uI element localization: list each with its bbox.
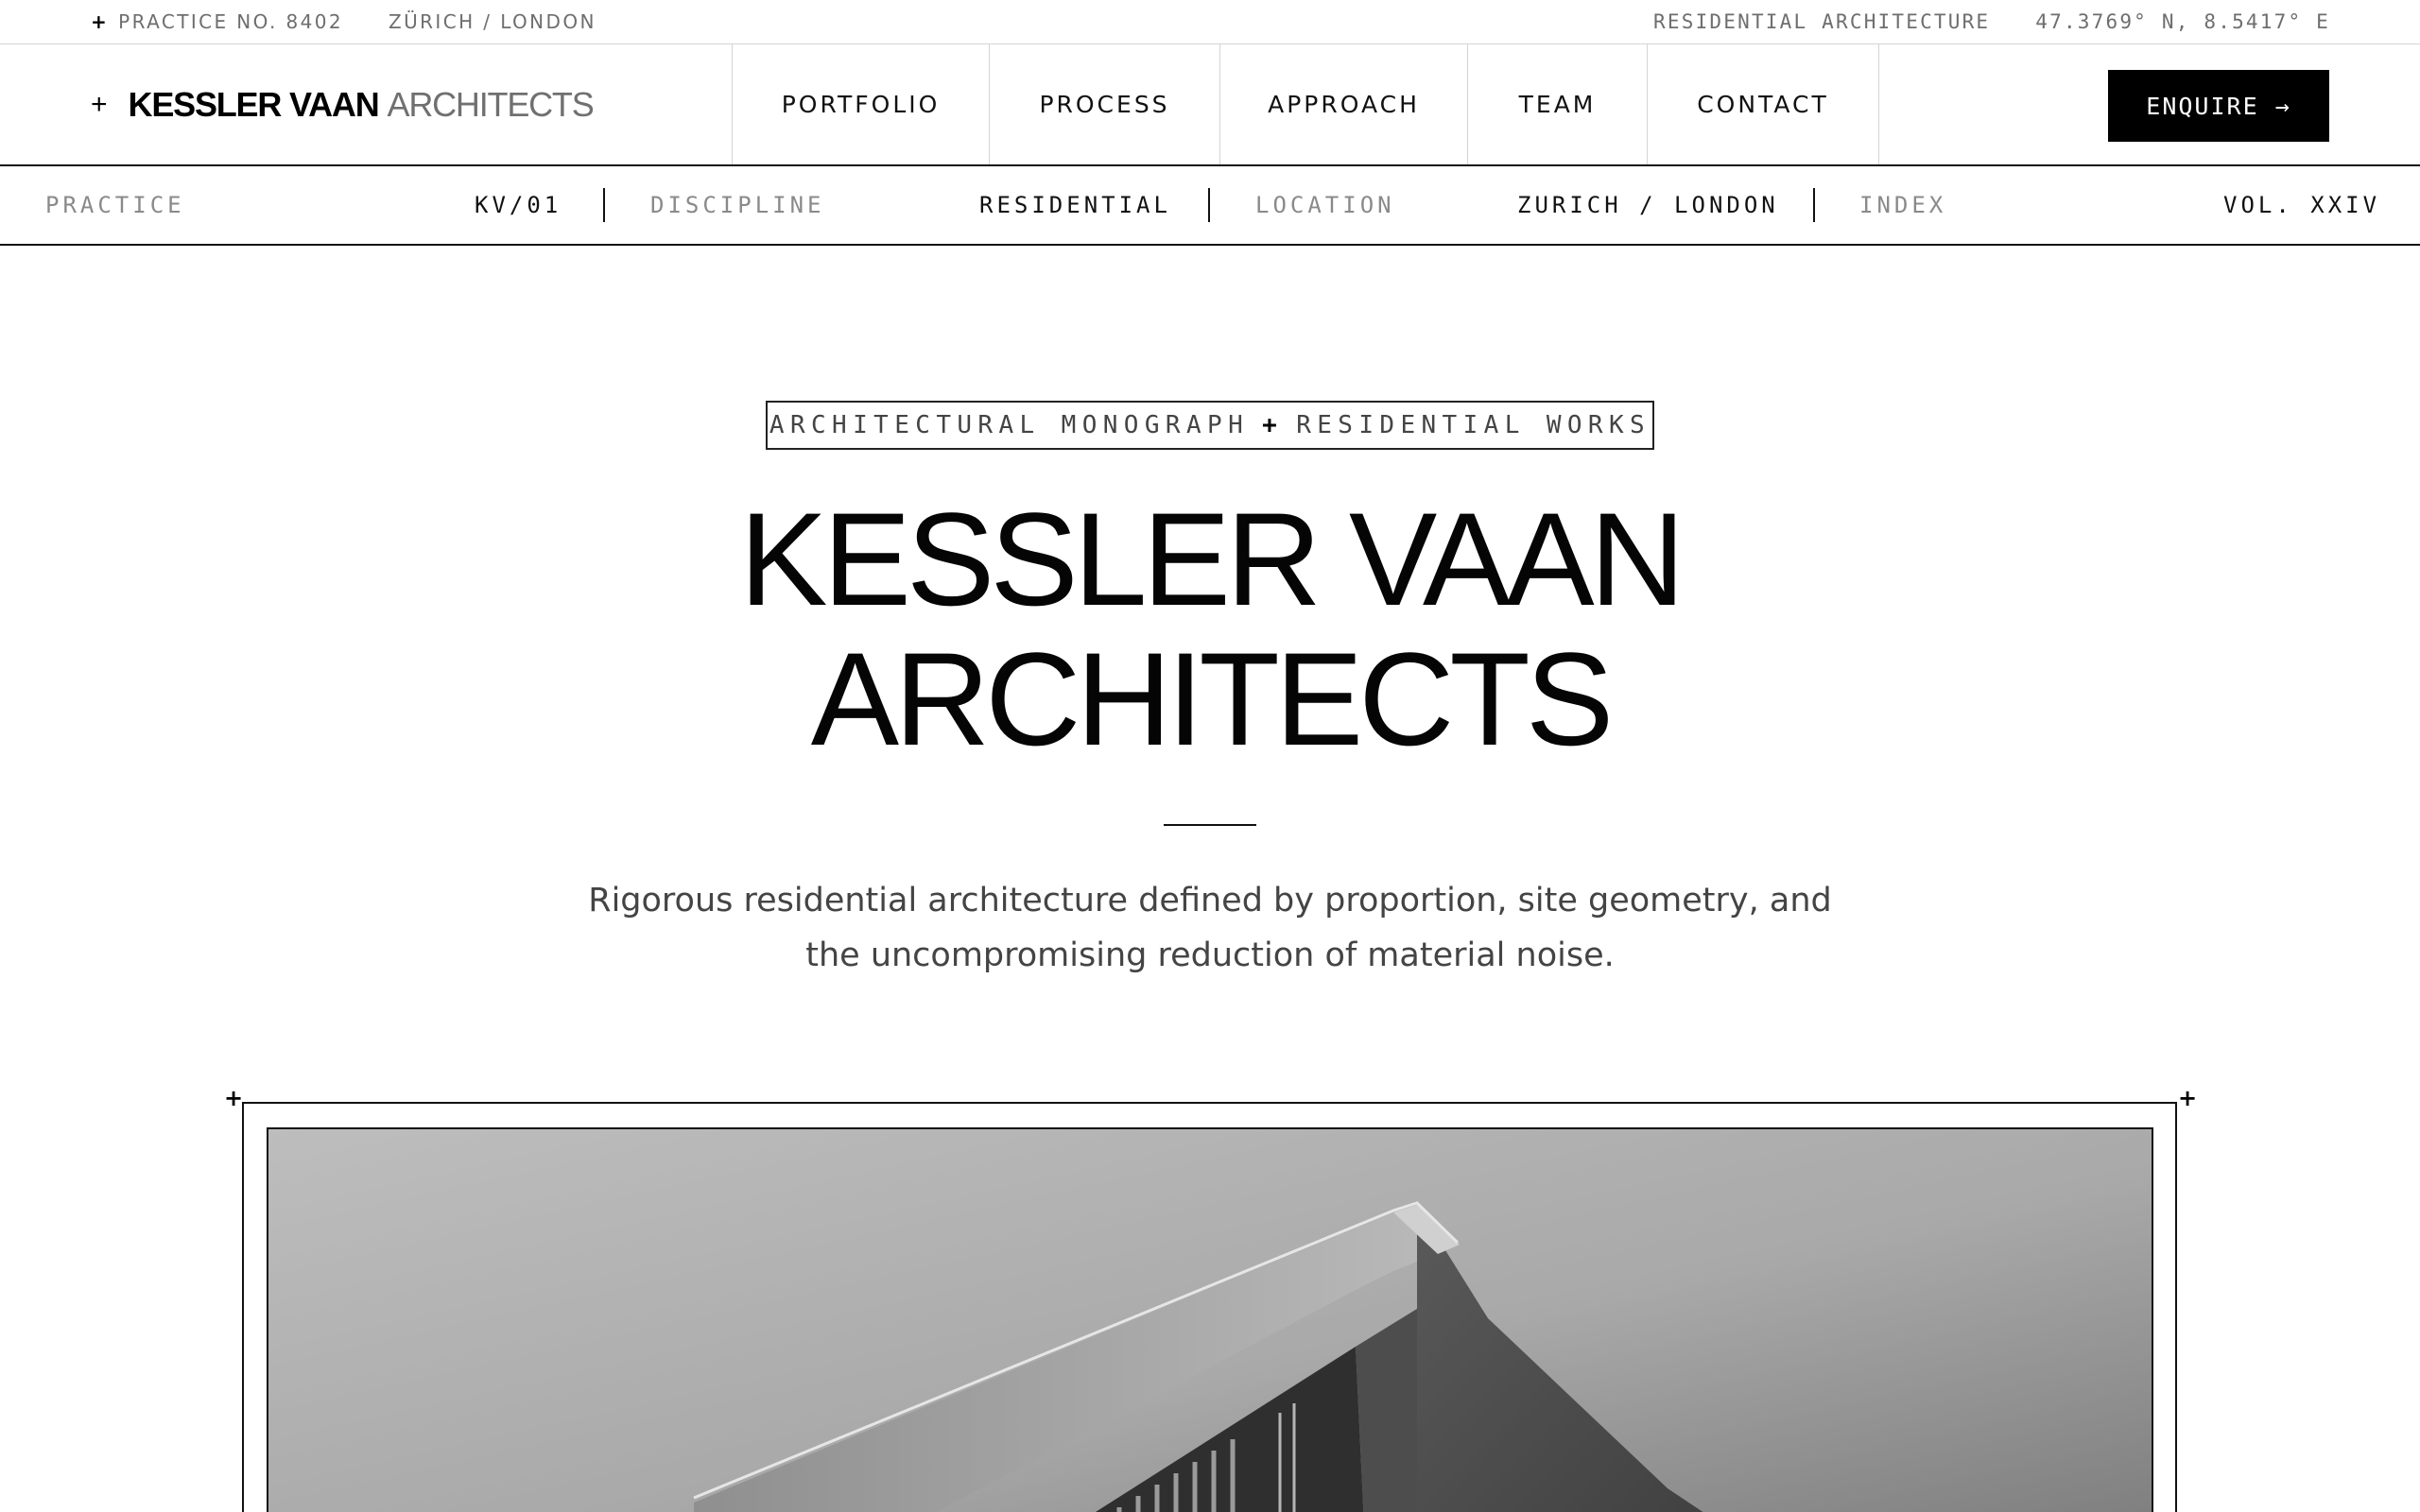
- index-practice-label: PRACTICE: [45, 192, 185, 218]
- hero-description-line-1: Rigorous residential architecture defined by proportion, site geometry, and: [588, 882, 1832, 919]
- plus-icon: +: [1262, 411, 1284, 439]
- hero-building-photo: [267, 1127, 2153, 1512]
- index-volume-label: INDEX: [1859, 192, 1947, 218]
- index-practice-value: KV/01: [475, 192, 562, 218]
- plus-icon: +: [91, 10, 110, 33]
- index-volume-value: VOL. XXIV: [2223, 192, 2381, 218]
- nav-item-portfolio[interactable]: PORTFOLIO: [732, 44, 989, 164]
- enquire-button[interactable]: ENQUIRE →: [2108, 70, 2329, 142]
- utility-right: [1653, 0, 2330, 43]
- concrete-building-image: [268, 1129, 2153, 1512]
- main-nav: [732, 44, 1879, 164]
- index-location-label: LOCATION: [1255, 192, 1395, 218]
- hero-title-line-2: ARCHITECTS: [810, 625, 1610, 773]
- index-discipline-value: RESIDENTIAL: [979, 192, 1171, 218]
- brand-suffix: ARCHITECTS: [387, 84, 594, 124]
- practice-coordinates: 47.3769° N, 8.5417° E: [2035, 10, 2330, 33]
- index-bar: [0, 166, 2420, 246]
- hero-eyebrow-tag: [766, 401, 1654, 450]
- index-divider: [1208, 188, 1210, 222]
- brand-logo[interactable]: [91, 44, 594, 164]
- corner-plus-icon: +: [2178, 1085, 2198, 1111]
- practice-cities: ZÜRICH / LONDON: [389, 10, 596, 33]
- index-divider: [1813, 188, 1815, 222]
- hero-title: [0, 485, 2420, 773]
- brand-name: KESSLER VAAN: [128, 84, 379, 124]
- nav-item-contact[interactable]: CONTACT: [1647, 44, 1879, 164]
- practice-number-text: PRACTICE NO. 8402: [118, 10, 343, 33]
- hero-description-line-2: the uncompromising reduction of material noise.: [805, 936, 1615, 974]
- site-header: [0, 44, 2420, 166]
- tag-right-text: RESIDENTIAL WORKS: [1296, 411, 1651, 439]
- hero-title-line-1: KESSLER VAAN: [739, 485, 1681, 633]
- tag-left-text: ARCHITECTURAL MONOGRAPH: [769, 411, 1250, 439]
- nav-item-approach[interactable]: APPROACH: [1219, 44, 1467, 164]
- hero-description: [0, 873, 2420, 983]
- nav-item-process[interactable]: PROCESS: [989, 44, 1219, 164]
- practice-category: RESIDENTIAL ARCHITECTURE: [1653, 10, 1991, 33]
- index-divider: [603, 188, 605, 222]
- utility-left: [91, 0, 596, 43]
- practice-number: [91, 10, 343, 33]
- utility-bar: [0, 0, 2420, 44]
- title-divider: [1164, 824, 1256, 826]
- plus-icon: +: [91, 88, 108, 120]
- nav-item-team[interactable]: TEAM: [1467, 44, 1647, 164]
- index-discipline-label: DISCIPLINE: [650, 192, 825, 218]
- index-location-value: ZURICH / LONDON: [1517, 192, 1779, 218]
- corner-plus-icon: +: [224, 1085, 244, 1111]
